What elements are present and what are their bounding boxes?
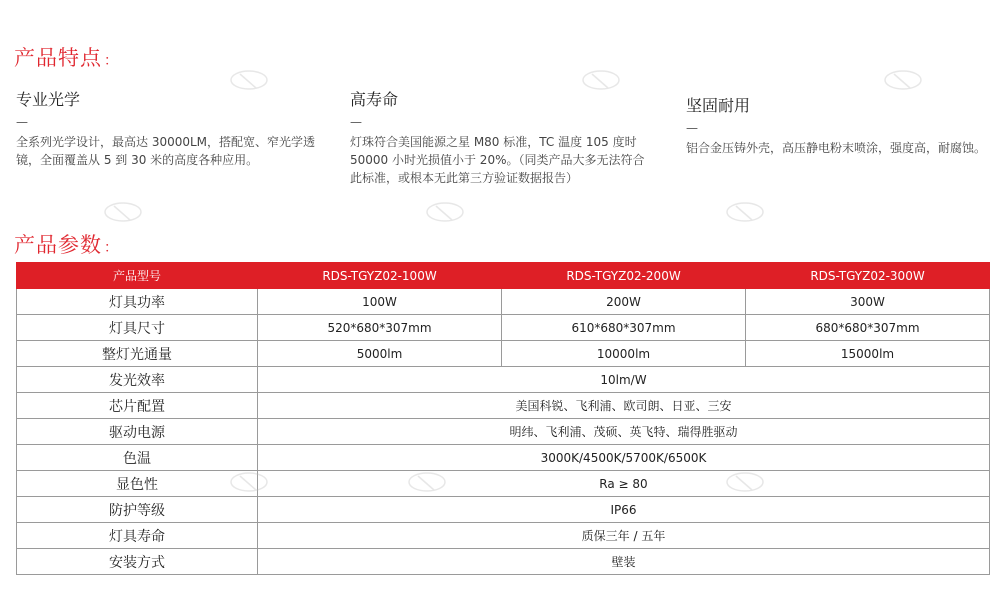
table-row [17,315,990,341]
cell-value: 5000lm [258,341,502,367]
feature-durability [686,96,986,157]
table-row [17,471,990,497]
table-row [17,445,990,471]
cell-value: IP66 [258,497,990,523]
table-row [17,289,990,315]
header-cell-200w: RDS-TGYZ02-200W [502,263,746,289]
feature-text: 灯珠符合美国能源之星 M80 标准，TC 温度 105 度时 50000 小时光损值小于 20%。（同类产品大多无法符合此标准，或根本无此第三方验证数据报告） [350,135,645,185]
feature-text: 铝合金压铸外壳，高压静电粉末喷涂，强度高，耐腐蚀。 [686,141,987,155]
table-header-row [17,263,990,289]
header-cell-100w: RDS-TGYZ02-100W [258,263,502,289]
row-label: 防护等级 [17,497,258,523]
features-colon: ： [104,53,119,69]
params-heading: 产品参数 [14,233,102,257]
watermark-logo-icon [880,66,926,102]
cell-value: 质保三年 / 五年 [258,523,990,549]
row-label: 芯片配置 [17,393,258,419]
row-label: 显色性 [17,471,258,497]
feature-lifetime [350,90,650,187]
spec-table [16,262,990,575]
feature-dash: — [350,115,362,129]
table-row [17,367,990,393]
feature-dash: — [686,121,698,135]
cell-value: 壁装 [258,549,990,575]
watermark-logo-icon [100,198,146,234]
cell-value: 明纬、飞利浦、茂硕、英飞特、瑞得胜驱动 [258,419,990,445]
row-label: 发光效率 [17,367,258,393]
table-row [17,419,990,445]
cell-value: 610*680*307mm [502,315,746,341]
row-label: 整灯光通量 [17,341,258,367]
row-label: 安装方式 [17,549,258,575]
row-label: 驱动电源 [17,419,258,445]
feature-title: 高寿命 [350,90,399,109]
feature-title: 专业光学 [16,90,81,109]
watermark-logo-icon [722,198,768,234]
cell-value: 300W [746,289,990,315]
watermark-logo-icon [578,66,624,102]
header-cell-300w: RDS-TGYZ02-300W [746,263,990,289]
table-row [17,497,990,523]
row-label: 色温 [17,445,258,471]
table-row [17,549,990,575]
feature-title: 坚固耐用 [686,96,751,115]
watermark-logo-icon [722,468,768,504]
row-label: 灯具尺寸 [17,315,258,341]
cell-value: 15000lm [746,341,990,367]
cell-value: 200W [502,289,746,315]
section-title-features [14,42,119,72]
cell-value: 680*680*307mm [746,315,990,341]
cell-value: 100W [258,289,502,315]
params-colon: ： [104,240,119,256]
table-row [17,523,990,549]
cell-value: 10000lm [502,341,746,367]
row-label: 灯具功率 [17,289,258,315]
watermark-logo-icon [404,468,450,504]
row-label: 灯具寿命 [17,523,258,549]
cell-value: 520*680*307mm [258,315,502,341]
feature-dash: — [16,115,28,129]
cell-value: Ra ≥ 80 [258,471,990,497]
cell-value: 10lm/W [258,367,990,393]
table-row [17,393,990,419]
cell-value: 美国科锐、飞利浦、欧司朗、日亚、三安 [258,393,990,419]
header-cell-model: 产品型号 [17,263,258,289]
table-row [17,341,990,367]
watermark-logo-icon [422,198,468,234]
watermark-logo-icon [226,468,272,504]
features-heading: 产品特点 [14,46,102,70]
watermark-logo-icon [226,66,272,102]
feature-text: 全系列光学设计，最高达 30000LM，搭配宽、窄光学透镜，全面覆盖从 5 到 30 米的高度各种应用。 [16,135,316,167]
cell-value: 3000K/4500K/5700K/6500K [258,445,990,471]
